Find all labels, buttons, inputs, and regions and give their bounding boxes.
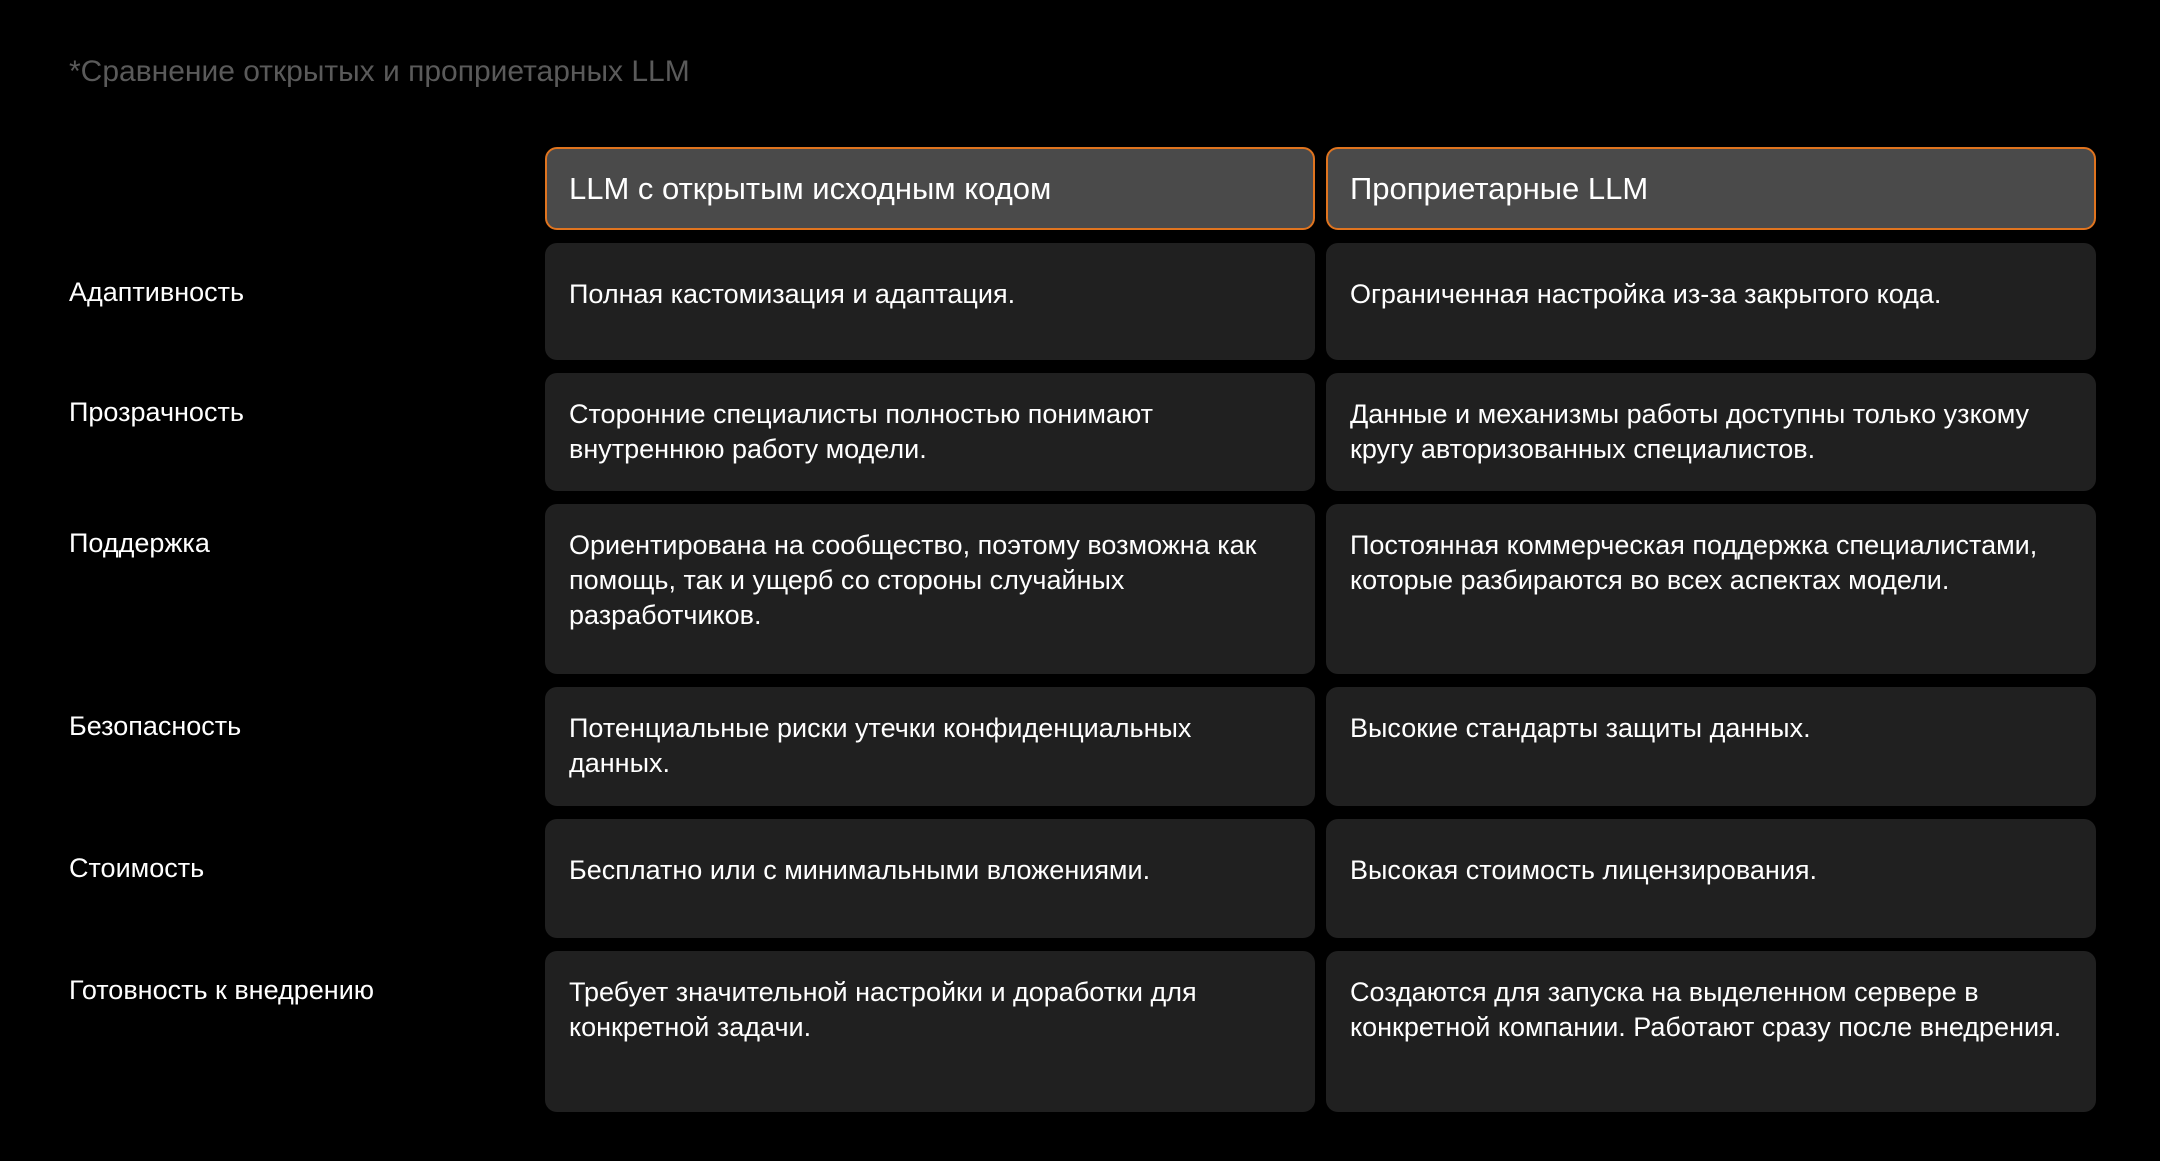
row-label-security: Безопасность [69, 711, 242, 741]
column-header-proprietary: Проприетарные LLM [1326, 147, 2096, 230]
cell-readiness-proprietary: Создаются для запуска на выделенном сервере в конкретной компании. Работают сразу после внедрения. [1326, 951, 2096, 1112]
row-label-adaptivity: Адаптивность [69, 277, 245, 307]
column-header-open-source: LLM с открытым исходным кодом [545, 147, 1315, 230]
row-label-support: Поддержка [69, 528, 210, 558]
cell-readiness-open: Требует значительной настройки и доработки для конкретной задачи. [545, 951, 1315, 1112]
cell-support-proprietary: Постоянная коммерческая поддержка специалистами, которые разбираются во всех аспектах модели. [1326, 504, 2096, 674]
cell-transparency-open: Сторонние специалисты полностью понимают внутреннюю работу модели. [545, 373, 1315, 491]
cell-transparency-proprietary: Данные и механизмы работы доступны только узкому кругу авторизованных специалистов. [1326, 373, 2096, 491]
cell-adaptivity-proprietary: Ограниченная настройка из-за закрытого кода. [1326, 243, 2096, 360]
cell-security-open: Потенциальные риски утечки конфиденциальных данных. [545, 687, 1315, 806]
cell-adaptivity-open: Полная кастомизация и адаптация. [545, 243, 1315, 360]
cell-cost-proprietary: Высокая стоимость лицензирования. [1326, 819, 2096, 938]
row-label-readiness: Готовность к внедрению [69, 975, 375, 1005]
cell-support-open: Ориентирована на сообщество, поэтому возможна как помощь, так и ущерб со стороны случайных разработчиков. [545, 504, 1315, 674]
cell-security-proprietary: Высокие стандарты защиты данных. [1326, 687, 2096, 806]
cell-cost-open: Бесплатно или с минимальными вложениями. [545, 819, 1315, 938]
header-spacer [69, 147, 534, 230]
comparison-table [69, 147, 2083, 1112]
row-label-transparency: Прозрачность [69, 397, 244, 427]
page-title: *Сравнение открытых и проприетарных LLM [69, 55, 690, 88]
row-label-cost: Стоимость [69, 853, 205, 883]
